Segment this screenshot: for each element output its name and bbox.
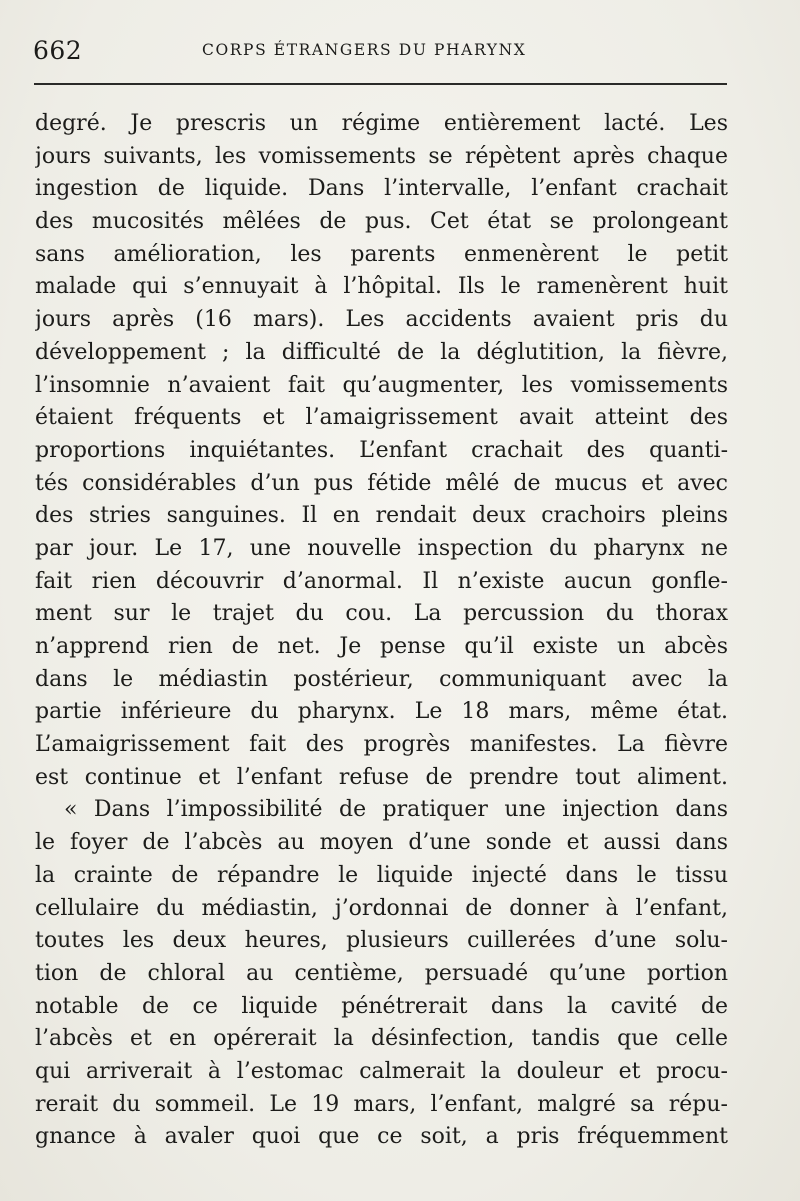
text-line: par jour. Le 17, une nouvelle inspection du pharynx ne — [35, 535, 728, 561]
text-line: le foyer de l’abcès au moyen d’une sonde et aussi dans — [35, 830, 728, 856]
text-line: fait rien découvrir d’anormal. Il n’existe aucun gonfle- — [35, 568, 728, 594]
text-line: malade qui s’ennuyait à l’hôpital. Ils le ramenèrent huit — [35, 274, 728, 300]
text-line: qui arriverait à l’estomac calmerait la douleur et procu- — [35, 1058, 728, 1084]
text-line: la crainte de répandre le liquide injecté dans le tissu — [35, 862, 728, 888]
text-line: étaient fréquents et l’amaigrissement avait atteint des — [35, 405, 728, 431]
text-line: rerait du sommeil. Le 19 mars, l’enfant, malgré sa répu- — [35, 1091, 728, 1117]
page-header — [33, 28, 728, 78]
text-line: est continue et l’enfant refuse de prendre tout aliment. — [35, 764, 728, 790]
text-line: l’abcès et en opérerait la désinfection, tandis que celle — [35, 1026, 728, 1052]
text-line: jours suivants, les vomissements se répètent après chaque — [35, 143, 728, 169]
text-line: des mucosités mêlées de pus. Cet état se prolongeant — [35, 209, 728, 235]
page-number: 662 — [33, 36, 83, 65]
text-line: ment sur le trajet du cou. La percussion du thorax — [35, 601, 728, 627]
text-line: « Dans l’impossibilité de pratiquer une injection dans — [64, 797, 728, 823]
header-rule — [34, 83, 727, 85]
text-line: ingestion de liquide. Dans l’intervalle, l’enfant crachait — [35, 176, 728, 202]
text-line: dans le médiastin postérieur, communiquant avec la — [35, 666, 728, 692]
text-line: des stries sanguines. Il en rendait deux crachoirs pleins — [35, 503, 728, 529]
text-line: degré. Je prescris un régime entièrement lacté. Les — [35, 111, 728, 136]
text-line: notable de ce liquide pénétrerait dans la cavité de — [35, 993, 728, 1019]
text-line: n’apprend rien de net. Je pense qu’il existe un abcès — [35, 634, 728, 659]
text-line: développement ; la difficulté de la déglutition, la fièvre, — [35, 339, 728, 365]
text-line: partie inférieure du pharynx. Le 18 mars, même état. — [35, 699, 728, 725]
text-line: l’insomnie n’avaient fait qu’augmenter, les vomissements — [35, 372, 728, 398]
body-text — [35, 108, 728, 1154]
text-line: jours après (16 mars). Les accidents avaient pris du — [35, 307, 728, 333]
text-line: tion de chloral au centième, persuadé qu’une portion — [35, 960, 728, 986]
running-head: CORPS ÉTRANGERS DU PHARYNX — [202, 41, 527, 59]
text-line: cellulaire du médiastin, j’ordonnai de donner à l’enfant, — [35, 895, 728, 921]
text-line: proportions inquiétantes. L’enfant crachait des quanti- — [35, 437, 728, 463]
text-line: sans amélioration, les parents enmenèrent le petit — [35, 241, 728, 267]
text-line: toutes les deux heures, plusieurs cuillerées d’une solu- — [35, 928, 728, 954]
text-line: L’amaigrissement fait des progrès manifestes. La fièvre — [35, 732, 728, 758]
text-line: gnance à avaler quoi que ce soit, a pris fréquemment — [35, 1124, 728, 1150]
text-line: tés considérables d’un pus fétide mêlé de mucus et avec — [35, 470, 728, 496]
